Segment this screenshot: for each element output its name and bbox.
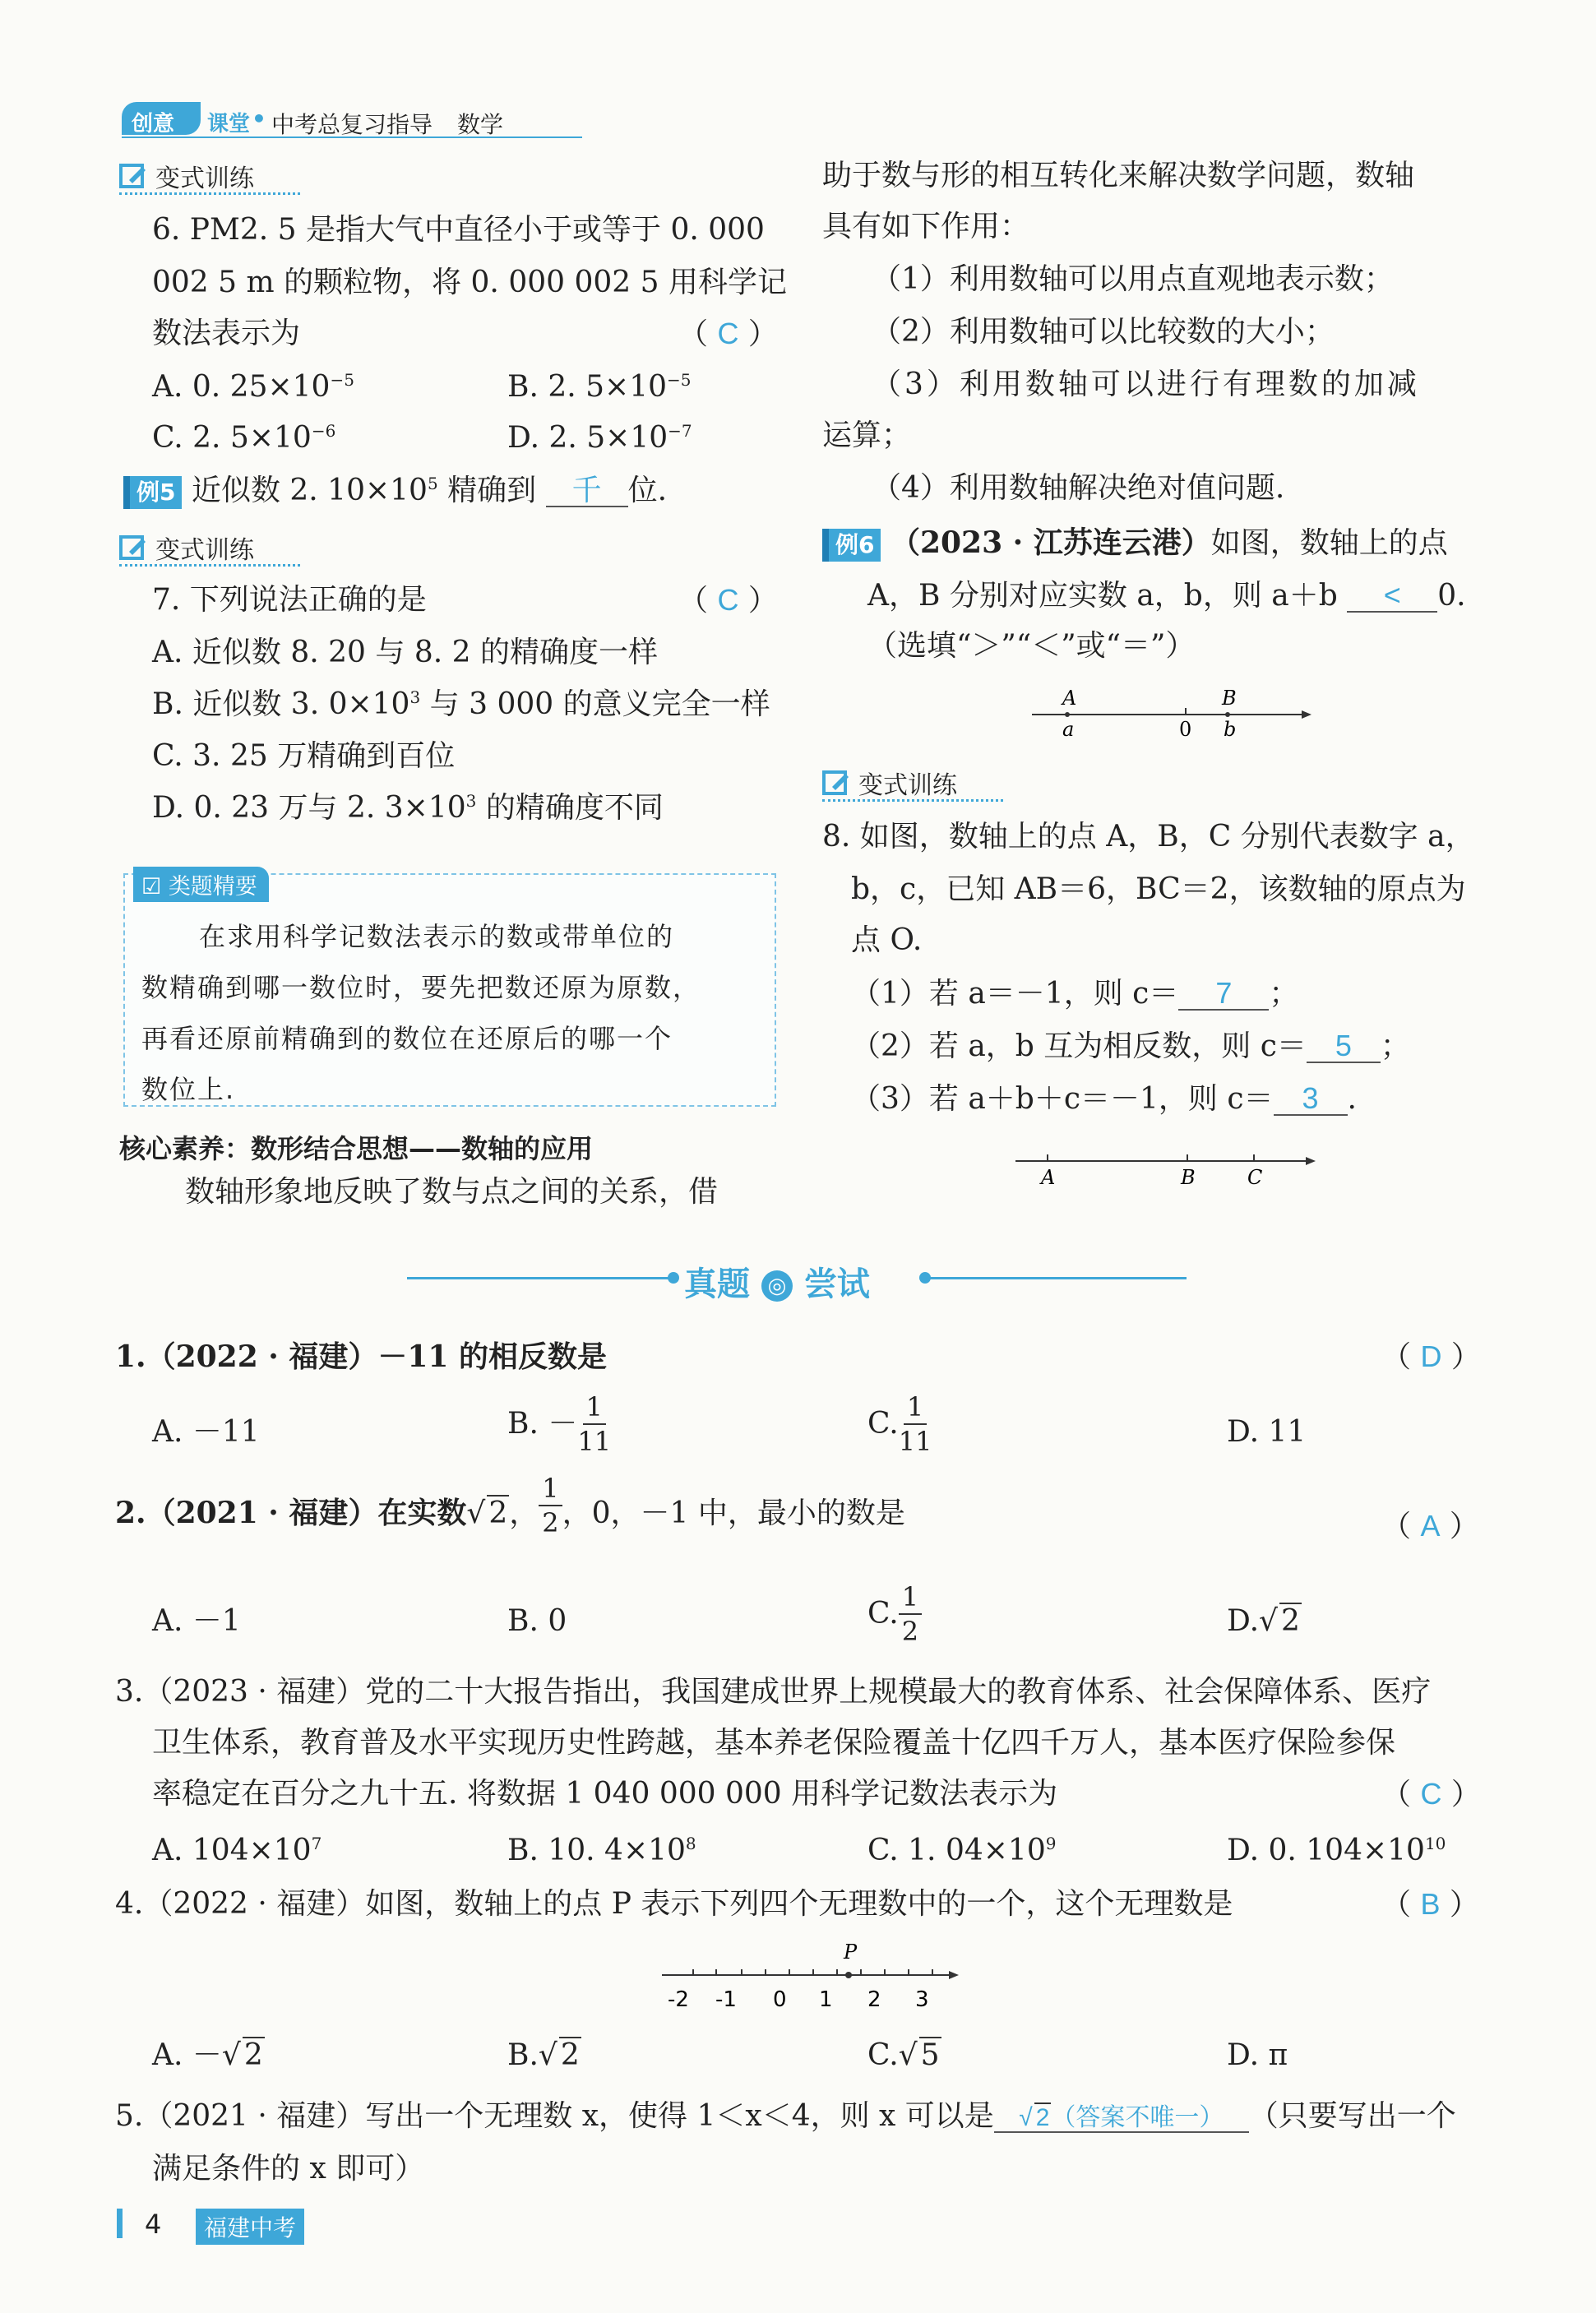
- r4-answer-bracket: （ B ）: [1381, 1887, 1479, 1922]
- r4-number-line: [658, 1932, 970, 2015]
- r3-line3: 率稳定在百分之九十五. 将数据 1 040 000 000 用科学记数法表示为: [152, 1777, 1058, 1811]
- r3-answer: C: [1420, 1777, 1442, 1811]
- r4-option-b: B.√ 2: [507, 2038, 580, 2072]
- example-5-answer: 千: [571, 473, 602, 507]
- page-number: 4: [145, 2209, 162, 2240]
- checkbox-icon: ☑: [141, 874, 162, 900]
- q6-option-a: A. 0. $25\times 10^{-5}$: [152, 370, 354, 404]
- fraction: $\frac{1}{11}$: [898, 1391, 932, 1457]
- q8-answer-2: 5: [1335, 1029, 1352, 1062]
- q7-option-c: C. 3. 25 万精确到百位: [152, 739, 456, 773]
- section-rule-right: [928, 1277, 1187, 1279]
- r2-option-c: C. $\frac{1}{2}$: [867, 1584, 922, 1645]
- r2-answer: A: [1420, 1509, 1441, 1543]
- axis-arrow: [1306, 1157, 1316, 1165]
- q6-option-d: D. 2. $5\times 10^{-7}$: [507, 421, 692, 455]
- r5-line1: 5.（2021 · 福建）写出一个无理数 x，使得 1＜x＜4，则 x 可以是 √ 2（答案不唯一） （只要写出一个: [115, 2099, 1456, 2133]
- section-dot: [668, 1272, 679, 1284]
- function-item: （4）利用数轴解决绝对值问题.: [872, 471, 1285, 505]
- r1-option-a: A. －11: [152, 1415, 260, 1449]
- q7-option-a: A. 近似数 8. 20 与 8. 2 的精确度一样: [152, 636, 658, 669]
- r1-answer: D: [1420, 1339, 1442, 1373]
- r4-answer: B: [1420, 1887, 1441, 1921]
- variant-training-tag: [119, 158, 254, 194]
- tip-line: 再看还原前精确到的数位在还原后的哪一个: [141, 1023, 673, 1054]
- header-subject: 数学: [457, 111, 504, 138]
- label-B: B: [1222, 687, 1237, 710]
- right-line1: 助于数与形的相互转化来解决数学问题，数轴: [822, 159, 1415, 192]
- point-b: [1225, 712, 1230, 717]
- q8-line1: 8. 如图，数轴上的点 A，B，C 分别代表数字 a，: [822, 820, 1475, 853]
- tip-label: ☑ 类题精要: [133, 867, 269, 902]
- q6-line1: 6. PM2. 5 是指大气中直径小于或等于 0. 000: [152, 213, 765, 247]
- variant-label: 变式训练: [155, 536, 254, 565]
- label-b: b: [1224, 718, 1237, 741]
- label-A: A: [1062, 687, 1077, 710]
- example-5-badge: 例5: [123, 476, 182, 509]
- label-B: B: [1181, 1166, 1196, 1189]
- r5-line2: 满足条件的 x 即可）: [152, 2152, 425, 2186]
- variant-underline: [822, 799, 1003, 802]
- tick-label: 1: [819, 1987, 833, 2012]
- header-dot: •: [252, 105, 266, 132]
- variant-training-tag-3: [822, 765, 957, 801]
- footer-bar: [117, 2209, 123, 2238]
- tip-line: 数精确到哪一数位时，要先把数还原为原数，: [141, 972, 701, 1003]
- r3-line2: 卫生体系，教育普及水平实现历史性跨越，基本养老保险覆盖十亿四千万人，基本医疗保险参保: [152, 1726, 1396, 1760]
- r2-option-b: B. 0: [507, 1604, 567, 1638]
- edit-icon: [119, 162, 147, 190]
- variant-underline: [119, 564, 300, 567]
- r1-answer-bracket: （ D ）: [1381, 1339, 1481, 1374]
- q8-line2: b，c，已知 AB＝6，BC＝2，该数轴的原点为: [851, 872, 1466, 906]
- q7-answer-bracket: （ C ）: [678, 583, 778, 618]
- r3-option-c: C. 1. $04\times 10^9$: [867, 1834, 1057, 1867]
- q8-number-line: [1011, 1143, 1324, 1192]
- variant-label: 变式训练: [155, 164, 254, 193]
- r1-option-c: C. $\frac{1}{11}$: [867, 1391, 932, 1457]
- r4-stem: 4.（2022 · 福建）如图，数轴上的点 P 表示下列四个无理数中的一个，这个无理数是: [115, 1887, 1233, 1921]
- label-C: C: [1247, 1166, 1263, 1189]
- section-rule-left: [407, 1277, 670, 1279]
- r4-option-c: C.√ 5: [867, 2038, 940, 2072]
- fraction: $\frac{1}{2}$: [899, 1584, 922, 1645]
- r3-option-a: A. $104\times 10^7$: [152, 1834, 322, 1867]
- section-title: 真题 ◎ 尝试: [684, 1265, 870, 1303]
- r5-answer: √ 2（答案不唯一）: [1019, 2104, 1224, 2131]
- r2-answer-bracket: （ A ）: [1381, 1509, 1479, 1543]
- axis-arrow: [949, 1971, 959, 1979]
- example-6: 例6 （2023 · 江苏连云港）如图，数轴上的点: [822, 528, 1448, 562]
- footer: [117, 2207, 413, 2240]
- variant-underline: [119, 192, 300, 195]
- header-title: 中考总复习指导: [271, 111, 433, 138]
- header-rule: [122, 136, 582, 138]
- variant-label: 变式训练: [858, 771, 957, 800]
- r3-answer-bracket: （ C ）: [1381, 1777, 1481, 1811]
- section-dot: [919, 1272, 931, 1284]
- q6-answer: C: [717, 317, 739, 350]
- variant-training-tag-2: [119, 530, 254, 566]
- label-zero: 0: [1179, 718, 1192, 741]
- tick-label: 2: [867, 1987, 881, 2012]
- q6-answer-bracket: （ C ）: [678, 317, 778, 351]
- r4-option-d: D. π: [1227, 2038, 1288, 2072]
- q8-part3: （3）若 a＋b＋c＝－1，则 c＝ 3 .: [851, 1081, 1357, 1116]
- tick-label: 0: [773, 1987, 787, 2012]
- q6-line3: 数法表示为: [152, 317, 301, 350]
- r1-option-b: B. － $\frac{1}{11}$: [507, 1391, 612, 1457]
- r3-option-b: B. 10. $4\times 10^8$: [507, 1834, 696, 1867]
- core-paragraph: 数轴形象地反映了数与点之间的关系，借: [185, 1175, 719, 1209]
- edit-icon: [119, 534, 147, 562]
- q6-option-b: B. 2. $5\times 10^{-5}$: [507, 370, 692, 404]
- tip-line: 数位上.: [141, 1074, 236, 1105]
- q8-answer-3: 3: [1302, 1081, 1319, 1115]
- axis-arrow: [1302, 710, 1311, 719]
- brand-logo-text-1: 创意: [132, 112, 175, 136]
- header: [122, 97, 582, 138]
- function-item: （3）利用数轴可以进行有理数的加减: [872, 368, 1420, 401]
- q6-option-c: C. 2. $5\times 10^{-6}$: [152, 421, 336, 455]
- function-item: （2）利用数轴可以比较数的大小；: [872, 315, 1335, 349]
- r2-option-d: D.√ 2: [1227, 1604, 1300, 1638]
- r3-line1: 3.（2023 · 福建）党的二十大报告指出，我国建成世界上规模最大的教育体系、社会保障体系、医疗: [115, 1675, 1432, 1709]
- footer-label: 福建中考: [196, 2209, 304, 2245]
- fraction: $\frac{1}{2}$: [539, 1475, 562, 1536]
- fraction: $\frac{1}{11}$: [577, 1391, 612, 1457]
- point-p: [845, 1972, 852, 1978]
- q7-stem: 7. 下列说法正确的是: [152, 583, 427, 617]
- r1-option-d: D. 11: [1227, 1415, 1307, 1449]
- q8-answer-1: 7: [1215, 976, 1233, 1010]
- q6-line2: 002 5 m 的颗粒物，将 0. 000 002 5 用科学记: [152, 266, 787, 299]
- example-6-line3: （选填“＞”“＜”或“＝”）: [867, 629, 1196, 663]
- r3-option-d: D. 0. $104\times 10^{10}$: [1227, 1834, 1446, 1867]
- label-A: A: [1041, 1166, 1056, 1189]
- r1-stem: 1.（2022 · 福建）－11 的相反数是: [115, 1339, 608, 1374]
- brand-logo-text-2: 课堂: [207, 112, 251, 136]
- example-6-line2: A，B 分别对应实数 a，b，则 a＋b < 0.: [867, 578, 1466, 613]
- q7-option-d: D. 0. 23 万与 2. $3\times 10^3$ 的精确度不同: [152, 791, 664, 825]
- tick-label: -1: [715, 1987, 737, 2012]
- q7-answer: C: [717, 583, 739, 617]
- tip-line: 在求用科学记数法表示的数或带单位的: [199, 921, 675, 952]
- edit-icon: [822, 769, 850, 797]
- book-icon: ◎: [761, 1270, 793, 1302]
- q8-part1: （1）若 a＝－1，则 c＝ 7 ；: [851, 976, 1299, 1011]
- label-P: P: [844, 1941, 858, 1964]
- tick-label: -2: [668, 1987, 689, 2012]
- q8-line3: 点 O.: [851, 923, 923, 957]
- label-a: a: [1062, 718, 1075, 741]
- r2-stem: 2.（2021 · 福建）在实数√ 2， $\frac{1}{2}$ ，0，－1 中，最小的数是: [115, 1473, 905, 1538]
- point-a: [1065, 712, 1070, 717]
- example-5: 例5 近似数 2. $10\times 10^5$ 精确到 千 位.: [123, 475, 667, 509]
- r2-option-a: A. －1: [152, 1604, 241, 1638]
- q8-part2: （2）若 a，b 互为相反数，则 c＝ 5 ；: [851, 1029, 1410, 1063]
- q7-option-b: B. 近似数 3. $0\times 10^3$ 与 3 000 的意义完全一样: [152, 687, 770, 721]
- example-6-badge: 例6: [822, 529, 881, 562]
- right-line2: 具有如下作用：: [822, 210, 1030, 243]
- example-6-number-line: [1028, 687, 1316, 744]
- tick-label: 3: [915, 1987, 929, 2012]
- example-6-answer: <: [1383, 578, 1401, 612]
- core-title: 核心素养：数形结合思想——数轴的应用: [119, 1133, 594, 1164]
- tip-box: [123, 873, 776, 1107]
- function-item: （1）利用数轴可以用点直观地表示数；: [872, 262, 1394, 296]
- r4-option-a: A. －√ 2: [152, 2038, 263, 2072]
- function-item: 运算；: [822, 419, 912, 452]
